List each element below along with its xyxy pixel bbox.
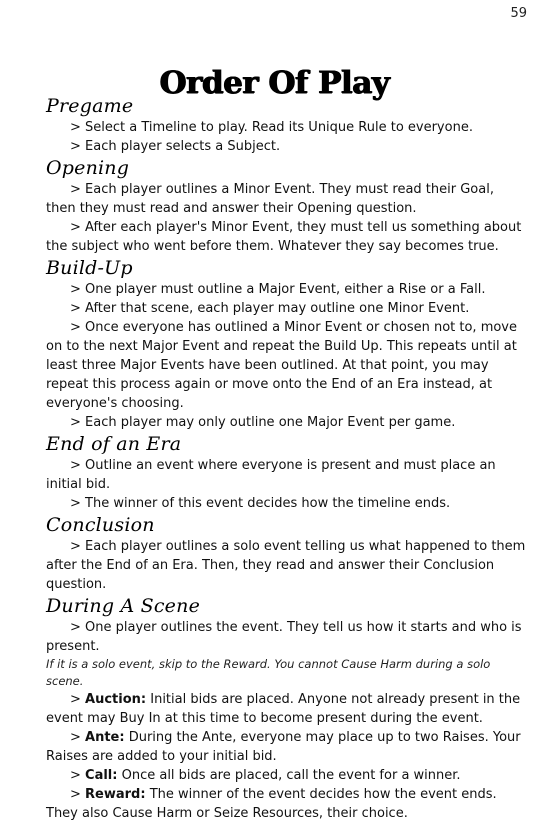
section-during-a-scene xyxy=(46,594,526,823)
step-text: During the Ante, everyone may place up to two Raises. Your Raises are added to your initial bid. xyxy=(46,730,521,764)
scene-step-reward xyxy=(46,785,526,823)
section-build-up xyxy=(46,256,526,432)
section-conclusion xyxy=(46,513,526,594)
scene-step-call xyxy=(46,766,526,785)
section-heading: During A Scene xyxy=(46,595,201,617)
step-text: Once all bids are placed, call the event for a winner. xyxy=(117,768,461,783)
rule-paragraph: > After each player's Minor Event, they must tell us something about the subject who went before them. Whatever they say becomes true. xyxy=(46,220,522,254)
step-prefix: > xyxy=(70,692,86,707)
section-heading: Build-Up xyxy=(46,257,133,279)
step-label: Call: xyxy=(85,768,118,783)
step-text: Initial bids are placed. Anyone not already present in the event may Buy In at this time to become present during the event. xyxy=(46,692,521,726)
section-heading: Opening xyxy=(46,157,130,179)
rule-paragraph: > Once everyone has outlined a Minor Event or chosen not to, move on to the next Major Event and repeat the Build Up. This repeats until at least three Major Events have been outlined. At that point, you may repeat this process again or move onto the End of an Era instead, at everyone's choosing. xyxy=(46,320,518,411)
section-pregame xyxy=(46,94,526,156)
rule-paragraph: > One player must outline a Major Event, either a Rise or a Fall. xyxy=(70,282,486,297)
step-label: Ante: xyxy=(85,730,125,745)
rule-paragraph: > One player outlines the event. They tell us how it starts and who is present. xyxy=(46,620,522,654)
rule-paragraph: > Outline an event where everyone is present and must place an initial bid. xyxy=(46,458,496,492)
section-end-of-an-era xyxy=(46,432,526,513)
rule-paragraph: > Select a Timeline to play. Read its Unique Rule to everyone. xyxy=(70,120,473,135)
solo-event-note: If it is a solo event, skip to the Reward. You cannot Cause Harm during a solo scene. xyxy=(46,657,491,688)
rule-paragraph: > After that scene, each player may outline one Minor Event. xyxy=(70,301,470,316)
step-text: The winner of the event decides how the event ends. They also Cause Harm or Seize Resources, their choice. xyxy=(46,787,497,821)
section-heading: Pregame xyxy=(46,95,134,117)
step-prefix: > xyxy=(70,787,86,802)
rule-paragraph: > Each player may only outline one Major Event per game. xyxy=(70,415,456,430)
rule-paragraph: > Each player outlines a solo event telling us what happened to them after the End of an Era. Then, they read and answer their Conclusion question. xyxy=(46,539,526,592)
scene-step-ante xyxy=(46,728,526,766)
step-label: Reward: xyxy=(85,787,146,802)
step-prefix: > xyxy=(70,768,86,783)
section-heading: End of an Era xyxy=(46,433,182,455)
page-title: Order Of Play xyxy=(159,64,390,101)
rule-paragraph: > The winner of this event decides how the timeline ends. xyxy=(70,496,451,511)
section-heading: Conclusion xyxy=(46,514,155,536)
step-prefix: > xyxy=(70,730,86,745)
page-number: 59 xyxy=(510,6,527,21)
step-label: Auction: xyxy=(85,692,147,707)
rule-paragraph: > Each player outlines a Minor Event. They must read their Goal, then they must read and answer their Opening question. xyxy=(46,182,494,216)
rule-paragraph: > Each player selects a Subject. xyxy=(70,139,281,154)
rules-content xyxy=(46,94,526,823)
section-opening xyxy=(46,156,526,256)
scene-step-auction xyxy=(46,690,526,728)
